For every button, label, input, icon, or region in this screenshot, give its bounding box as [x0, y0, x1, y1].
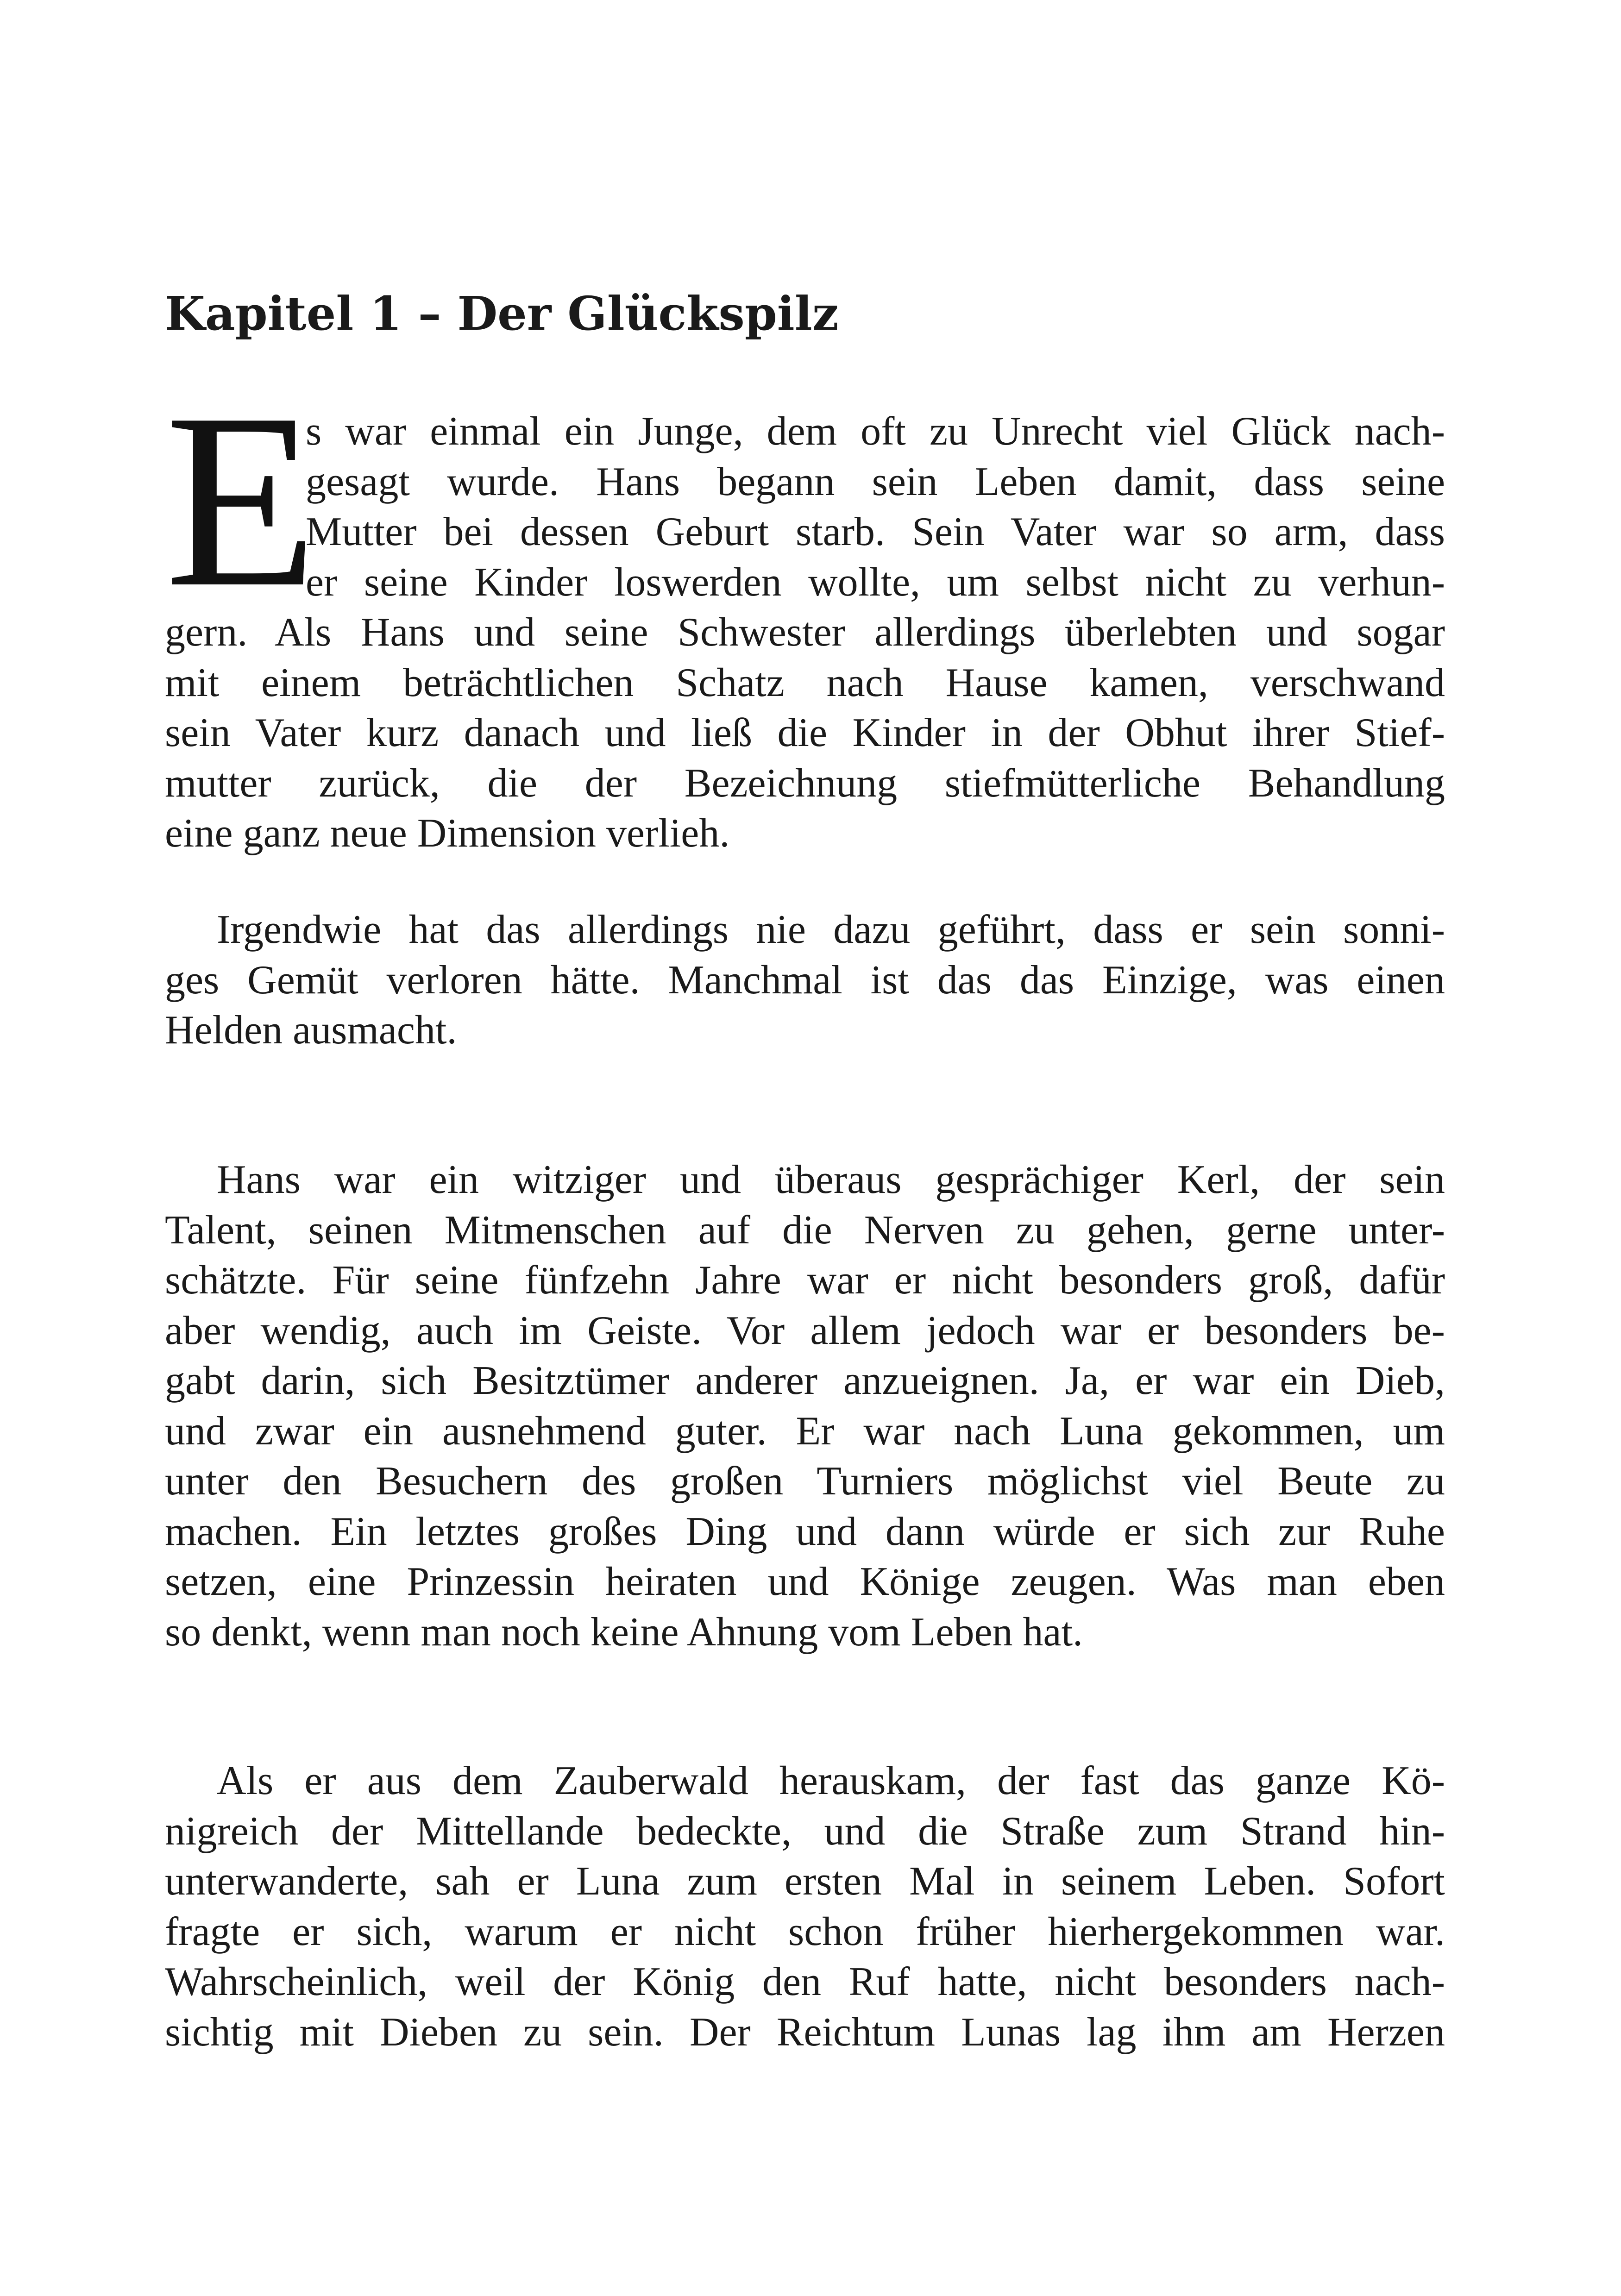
- text-line: gern. Als Hans und seine Schwester allerdings überlebten und sogar: [165, 610, 1445, 655]
- text-line: Mutter bei dessen Geburt starb. Sein Vater war so arm, dass: [306, 509, 1445, 554]
- chapter-title: Kapitel 1 – Der Glückspilz: [165, 286, 839, 341]
- text-line: Hans war ein witziger und überaus gesprächiger Kerl, der sein: [217, 1157, 1445, 1202]
- drop-cap-initial: E: [165, 362, 318, 639]
- text-line: Talent, seinen Mitmenschen auf die Nerven zu gehen, gerne unter-: [165, 1207, 1445, 1253]
- text-line: schätzte. Für seine fünfzehn Jahre war er nicht besonders groß, dafür: [165, 1258, 1445, 1303]
- text-line: sichtig mit Dieben zu sein. Der Reichtum Lunas lag ihm am Herzen: [165, 2009, 1445, 2055]
- text-line: sein Vater kurz danach und ließ die Kinder in der Obhut ihrer Stief-: [165, 710, 1445, 755]
- text-line: unterwanderte, sah er Luna zum ersten Mal in seinem Leben. Sofort: [165, 1859, 1445, 1904]
- text-line: er seine Kinder loswerden wollte, um selbst nicht zu verhun-: [306, 559, 1445, 605]
- paragraph-3: [165, 1155, 1445, 1657]
- text-line: und zwar ein ausnehmend guter. Er war nach Luna gekommen, um: [165, 1408, 1445, 1454]
- paragraph-2: [165, 905, 1445, 1056]
- text-line: Helden ausmacht.: [165, 1008, 457, 1053]
- text-line: aber wendig, auch im Geiste. Vor allem jedoch war er besonders be-: [165, 1308, 1445, 1353]
- text-line: nigreich der Mittellande bedeckte, und die Straße zum Strand hin-: [165, 1808, 1445, 1854]
- text-line: s war einmal ein Junge, dem oft zu Unrecht viel Glück nach-: [306, 409, 1445, 454]
- text-line: fragte er sich, warum er nicht schon früher hierhergekommen war.: [165, 1909, 1445, 1954]
- text-line: Wahrscheinlich, weil der König den Ruf hatte, nicht besonders nach-: [165, 1959, 1445, 2004]
- text-line: Irgendwie hat das allerdings nie dazu geführt, dass er sein sonni-: [217, 907, 1445, 952]
- text-line: ges Gemüt verloren hätte. Manchmal ist das das Einzige, was einen: [165, 957, 1445, 1003]
- text-line: gabt darin, sich Besitztümer anderer anzueignen. Ja, er war ein Dieb,: [165, 1358, 1445, 1403]
- text-line: unter den Besuchern des großen Turniers möglichst viel Beute zu: [165, 1459, 1445, 1504]
- paragraph-1: [165, 407, 1445, 859]
- text-line: Als er aus dem Zauberwald herauskam, der fast das ganze Kö-: [217, 1758, 1445, 1803]
- text-line: eine ganz neue Dimension verlieh.: [165, 811, 730, 856]
- text-line: mutter zurück, die der Bezeichnung stiefmütterliche Behandlung: [165, 760, 1445, 806]
- text-line: setzen, eine Prinzessin heiraten und Könige zeugen. Was man eben: [165, 1559, 1445, 1604]
- text-line: so denkt, wenn man noch keine Ahnung vom Leben hat.: [165, 1609, 1083, 1655]
- text-line: mit einem beträchtlichen Schatz nach Hause kamen, verschwand: [165, 660, 1445, 705]
- text-line: gesagt wurde. Hans begann sein Leben damit, dass seine: [306, 459, 1445, 504]
- paragraph-4: [165, 1756, 1445, 2058]
- text-line: machen. Ein letztes großes Ding und dann würde er sich zur Ruhe: [165, 1509, 1445, 1554]
